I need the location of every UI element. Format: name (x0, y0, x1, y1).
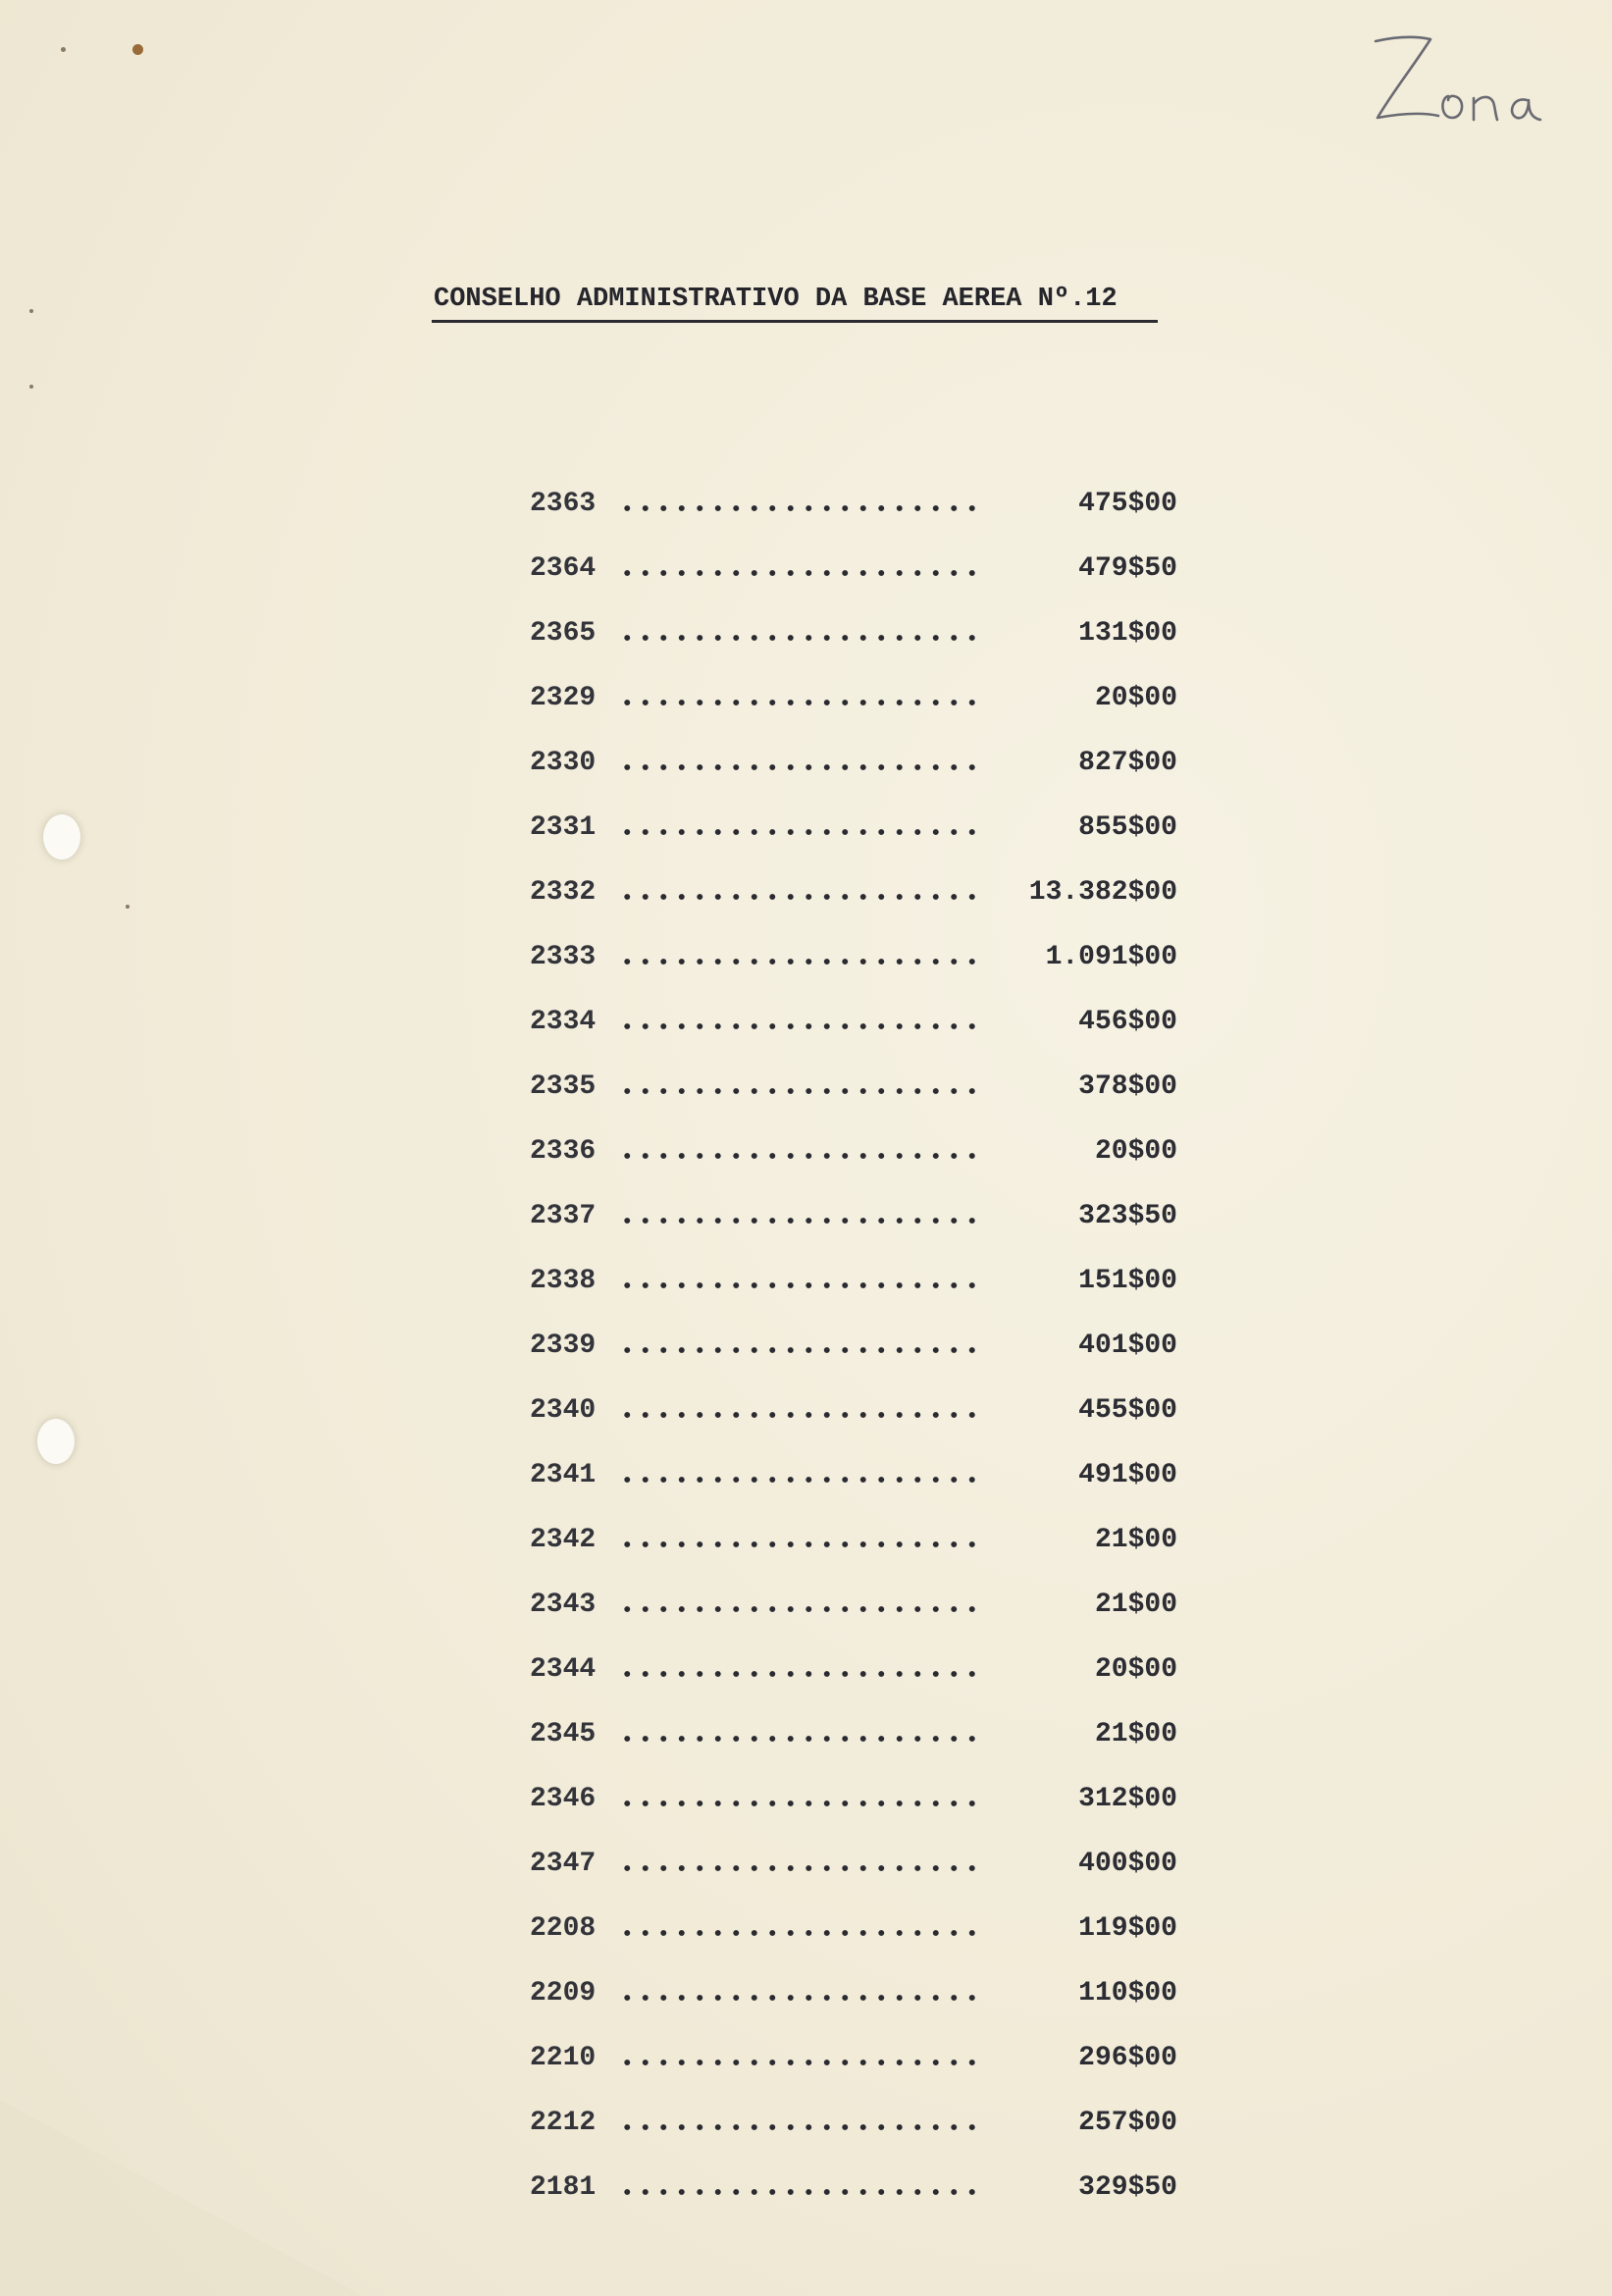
ledger-amount: 20$00 (1094, 1135, 1177, 1167)
dot-leader (618, 1535, 981, 1554)
dot-leader (618, 2182, 981, 2202)
ledger-amount: 110$00 (1078, 1977, 1177, 2009)
dot-leader (618, 1017, 981, 1036)
ledger-row (530, 989, 1177, 1054)
ledger-list (530, 471, 1177, 2219)
dot-leader (618, 1599, 981, 1619)
ledger-row (530, 1119, 1177, 1183)
ledger-row (530, 1766, 1177, 1831)
ledger-amount: 475$00 (1078, 488, 1177, 519)
ledger-code: 2329 (530, 682, 597, 713)
ledger-code: 2364 (530, 552, 597, 584)
dot-leader (618, 952, 981, 971)
ledger-code: 2346 (530, 1783, 597, 1814)
ledger-code: 2181 (530, 2171, 597, 2203)
ledger-amount: 13.382$00 (1028, 876, 1177, 908)
ledger-row (530, 1054, 1177, 1119)
ledger-code: 2339 (530, 1330, 597, 1361)
dot-leader (618, 1405, 981, 1425)
ledger-row (530, 795, 1177, 860)
paper-fold-shadow (0, 2100, 363, 2296)
punch-hole (37, 1419, 75, 1464)
ledger-row (530, 1637, 1177, 1701)
ledger-code: 2336 (530, 1135, 597, 1167)
handwritten-note-zona (1364, 27, 1550, 135)
ledger-amount: 455$00 (1078, 1394, 1177, 1426)
ledger-amount: 827$00 (1078, 747, 1177, 778)
dot-leader (618, 2053, 981, 2072)
ledger-code: 2330 (530, 747, 597, 778)
paper-speck (126, 905, 130, 909)
dot-leader (618, 1729, 981, 1748)
ledger-row (530, 1701, 1177, 1766)
ledger-row (530, 1442, 1177, 1507)
ledger-amount: 855$00 (1078, 811, 1177, 843)
ledger-amount: 401$00 (1078, 1330, 1177, 1361)
dot-leader (618, 1211, 981, 1230)
ledger-code: 2208 (530, 1912, 597, 1944)
dot-leader (618, 1081, 981, 1101)
ledger-amount: 1.091$00 (1045, 941, 1177, 972)
ledger-row (530, 1248, 1177, 1313)
ledger-row (530, 1896, 1177, 1960)
ledger-code: 2341 (530, 1459, 597, 1490)
ledger-row (530, 2090, 1177, 2155)
ledger-row (530, 860, 1177, 924)
ledger-amount: 21$00 (1094, 1718, 1177, 1749)
ledger-amount: 491$00 (1078, 1459, 1177, 1490)
dot-leader (618, 2117, 981, 2137)
paper-speck (61, 47, 66, 52)
ledger-code: 2331 (530, 811, 597, 843)
ledger-row (530, 2025, 1177, 2090)
ledger-row (530, 1507, 1177, 1572)
dot-leader (618, 628, 981, 648)
ledger-row (530, 730, 1177, 795)
ledger-amount: 151$00 (1078, 1265, 1177, 1296)
paper-speck (132, 44, 143, 55)
ledger-code: 2335 (530, 1070, 597, 1102)
ledger-amount: 329$50 (1078, 2171, 1177, 2203)
ledger-amount: 479$50 (1078, 552, 1177, 584)
ledger-row (530, 1572, 1177, 1637)
dot-leader (618, 822, 981, 842)
dot-leader (618, 498, 981, 518)
ledger-amount: 378$00 (1078, 1070, 1177, 1102)
ledger-row (530, 1960, 1177, 2025)
ledger-amount: 456$00 (1078, 1006, 1177, 1037)
dot-leader (618, 1470, 981, 1489)
dot-leader (618, 1340, 981, 1360)
ledger-amount: 312$00 (1078, 1783, 1177, 1814)
ledger-row (530, 665, 1177, 730)
ledger-code: 2210 (530, 2042, 597, 2073)
ledger-row (530, 924, 1177, 989)
ledger-amount: 400$00 (1078, 1848, 1177, 1879)
dot-leader (618, 1664, 981, 1684)
ledger-row (530, 1313, 1177, 1378)
ledger-code: 2340 (530, 1394, 597, 1426)
ledger-row (530, 1183, 1177, 1248)
dot-leader (618, 693, 981, 712)
dot-leader (618, 887, 981, 907)
ledger-code: 2209 (530, 1977, 597, 2009)
ledger-code: 2212 (530, 2107, 597, 2138)
dot-leader (618, 1276, 981, 1295)
ledger-code: 2338 (530, 1265, 597, 1296)
dot-leader (618, 1146, 981, 1166)
ledger-amount: 323$50 (1078, 1200, 1177, 1231)
ledger-amount: 119$00 (1078, 1912, 1177, 1944)
punch-hole (43, 814, 80, 860)
ledger-code: 2337 (530, 1200, 597, 1231)
dot-leader (618, 1988, 981, 2008)
ledger-code: 2345 (530, 1718, 597, 1749)
ledger-row (530, 2155, 1177, 2219)
ledger-amount: 20$00 (1094, 1653, 1177, 1685)
paper-speck (29, 309, 33, 313)
document-title: CONSELHO ADMINISTRATIVO DA BASE AEREA Nº.12 (434, 285, 1118, 314)
paper-speck (29, 385, 33, 389)
ledger-code: 2333 (530, 941, 597, 972)
dot-leader (618, 1858, 981, 1878)
ledger-code: 2332 (530, 876, 597, 908)
ledger-amount: 21$00 (1094, 1589, 1177, 1620)
ledger-row (530, 471, 1177, 536)
dot-leader (618, 1923, 981, 1943)
ledger-code: 2334 (530, 1006, 597, 1037)
title-underline (432, 320, 1158, 323)
ledger-code: 2365 (530, 617, 597, 649)
ledger-amount: 131$00 (1078, 617, 1177, 649)
ledger-amount: 257$00 (1078, 2107, 1177, 2138)
ledger-amount: 20$00 (1094, 682, 1177, 713)
handwritten-note-drawing (1364, 27, 1550, 135)
ledger-code: 2342 (530, 1524, 597, 1555)
ledger-code: 2363 (530, 488, 597, 519)
dot-leader (618, 757, 981, 777)
ledger-row (530, 1831, 1177, 1896)
ledger-row (530, 600, 1177, 665)
dot-leader (618, 1794, 981, 1813)
dot-leader (618, 563, 981, 583)
ledger-amount: 21$00 (1094, 1524, 1177, 1555)
ledger-code: 2343 (530, 1589, 597, 1620)
ledger-code: 2344 (530, 1653, 597, 1685)
ledger-row (530, 536, 1177, 600)
ledger-code: 2347 (530, 1848, 597, 1879)
ledger-row (530, 1378, 1177, 1442)
ledger-amount: 296$00 (1078, 2042, 1177, 2073)
